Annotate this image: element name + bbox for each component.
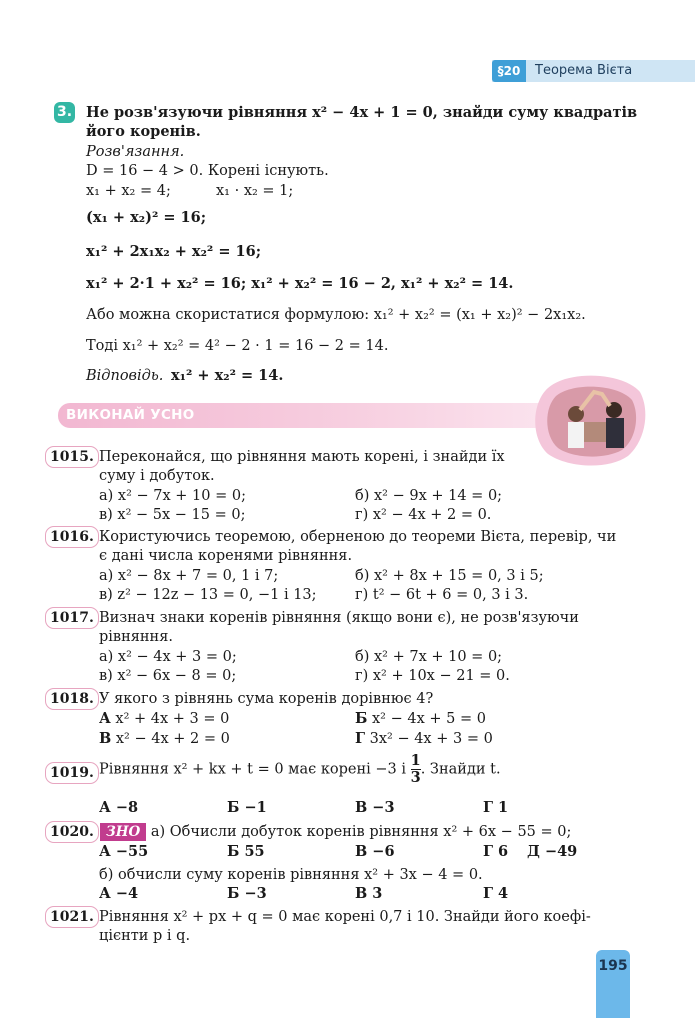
option-text-b: x² − 4x + 5 = 0 [372,711,486,727]
answer-label: Відповідь. [86,368,164,384]
problem-1016-d: г) t² − 6t + 6 = 0, 3 і 3. [355,587,529,603]
problem-1020-answer-b1: А −4 [99,885,139,902]
fraction-one-third [411,753,421,786]
problem-1019-text-before: Рівняння x² + kx + t = 0 має корені −3 і [99,761,407,778]
problem-1015-d: г) x² − 4x + 2 = 0. [355,507,492,523]
problem-1015-text1: Переконайся, що рівняння мають корені, і знайди їх [99,449,505,465]
example-number-badge: 3. [54,102,75,123]
problem-1015-b: б) x² − 9x + 14 = 0; [355,488,503,504]
problem-1019-answer-v: В −3 [355,799,395,816]
zno-badge: ЗНО [100,823,146,841]
section-number: §20 [492,60,526,82]
formula-line: Або можна скористатися формулою: x₁² + x₂² = (x₁ + x₂)² − 2x₁x₂. [86,307,586,323]
option-text-g: 3x² − 4x + 3 = 0 [369,731,493,747]
problem-1020-text-a: а) Обчисли добуток коренів рівняння x² + 6x − 55 = 0; [150,824,572,840]
students-photo [528,370,648,470]
problem-number-1019: 1019. [45,762,99,784]
problem-number-1021: 1021. [45,906,99,928]
problem-1016-b: б) x² + 8x + 15 = 0, 3 і 5; [355,568,544,584]
problem-1019-answer-a: А −8 [99,799,139,816]
problem-1021-text1: Рівняння x² + px + q = 0 має корені 0,7 і 10. Знайди його коефі- [99,909,591,925]
problem-1015-text2: суму і добуток. [99,468,215,484]
problem-1020-text-b: б) обчисли суму коренів рівняння x² + 3x − 4 = 0. [99,867,483,883]
option-label-g: Г [355,730,366,747]
problem-1020-part-a [100,823,571,841]
discriminant-line: D = 16 − 4 > 0. Корені існують. [86,163,329,179]
problem-1018-option-a [99,710,229,728]
problem-1017-text2: рівняння. [99,629,173,645]
option-text-v: x² − 4x + 2 = 0 [115,731,230,747]
problem-1020-answer-b3: В 3 [355,885,383,902]
problem-1018-option-b [355,710,486,728]
problem-1017-c: в) x² − 6x − 8 = 0; [99,668,237,684]
problem-1020-answer-a3: В −6 [355,843,395,860]
example-task-line1: Не розв'язуючи рівняння x² − 4x + 1 = 0, знайди суму квадратів [86,104,638,121]
answer-value: x₁² + x₂² = 14. [171,367,284,384]
problem-1021-text2: цієнти p і q. [99,928,191,944]
problem-number-1017: 1017. [45,607,99,629]
problem-1019-text-after: . Знайди t. [420,761,501,778]
problem-1020-answer-a1: А −55 [99,843,149,860]
problem-1020-answer-a4: Г 6 [483,843,509,860]
problem-number-1020: 1020. [45,821,99,843]
problem-1019-text [99,753,501,786]
then-line: Тоді x₁² + x₂² = 4² − 2 · 1 = 16 − 2 = 14. [86,338,389,354]
problem-1019-answer-g: Г 1 [483,799,509,816]
problem-1020-answer-b4: Г 4 [483,885,509,902]
problem-1017-d: г) x² + 10x − 21 = 0. [355,668,510,684]
solution-step3: x₁² + 2·1 + x₂² = 16; x₁² + x₂² = 16 − 2, x₁² + x₂² = 14. [86,275,514,292]
vieta-sum: x₁ + x₂ = 4; [86,183,171,199]
problem-1019-answer-b: Б −1 [227,799,267,816]
solution-step2: x₁² + 2x₁x₂ + x₂² = 16; [86,243,262,260]
fraction-numerator: 1 [410,752,421,769]
problem-number-1016: 1016. [45,526,99,548]
problem-1017-b: б) x² + 7x + 10 = 0; [355,649,503,665]
problem-1018-option-g [355,730,493,748]
problem-1016-a: а) x² − 8x + 7 = 0, 1 і 7; [99,568,279,584]
solution-label: Розв'язання. [86,144,185,160]
problem-1018-option-v [99,730,230,748]
example-task-line2: його коренів. [86,123,201,140]
oral-exercises-title: ВИКОНАЙ УСНО [66,407,195,423]
section-title: Теорема Вієта [535,63,633,78]
problem-1016-text1: Користуючись теоремою, оберненою до теореми Вієта, перевір, чи [99,529,617,545]
option-text-a: x² + 4x + 3 = 0 [115,711,230,727]
problem-1015-c: в) x² − 5x − 15 = 0; [99,507,246,523]
vieta-product: x₁ · x₂ = 1; [216,183,294,199]
problem-1016-c: в) z² − 12z − 13 = 0, −1 і 13; [99,587,317,603]
option-label-a: А [99,710,111,727]
solution-step1: (x₁ + x₂)² = 16; [86,209,207,226]
page-number: 195 [598,958,628,974]
fraction-denominator: 3 [410,769,421,786]
option-label-b: Б [355,710,368,727]
problem-1020-answer-b2: Б −3 [227,885,267,902]
problem-number-1015: 1015. [45,446,99,468]
problem-1020-answer-a2: Б 55 [227,843,265,860]
problem-1017-a: а) x² − 4x + 3 = 0; [99,649,237,665]
problem-number-1018: 1018. [45,688,99,710]
problem-1020-answer-a5: Д −49 [527,843,578,860]
problem-1016-text2: є дані числа коренями рівняння. [99,548,353,564]
problem-1017-text1: Визнач знаки коренів рівняння (якщо вони є), не розв'язуючи [99,610,579,626]
option-label-v: В [99,730,112,747]
problem-1015-a: а) x² − 7x + 10 = 0; [99,488,246,504]
problem-1018-text1: У якого з рівнянь сума коренів дорівнює 4? [99,691,434,707]
